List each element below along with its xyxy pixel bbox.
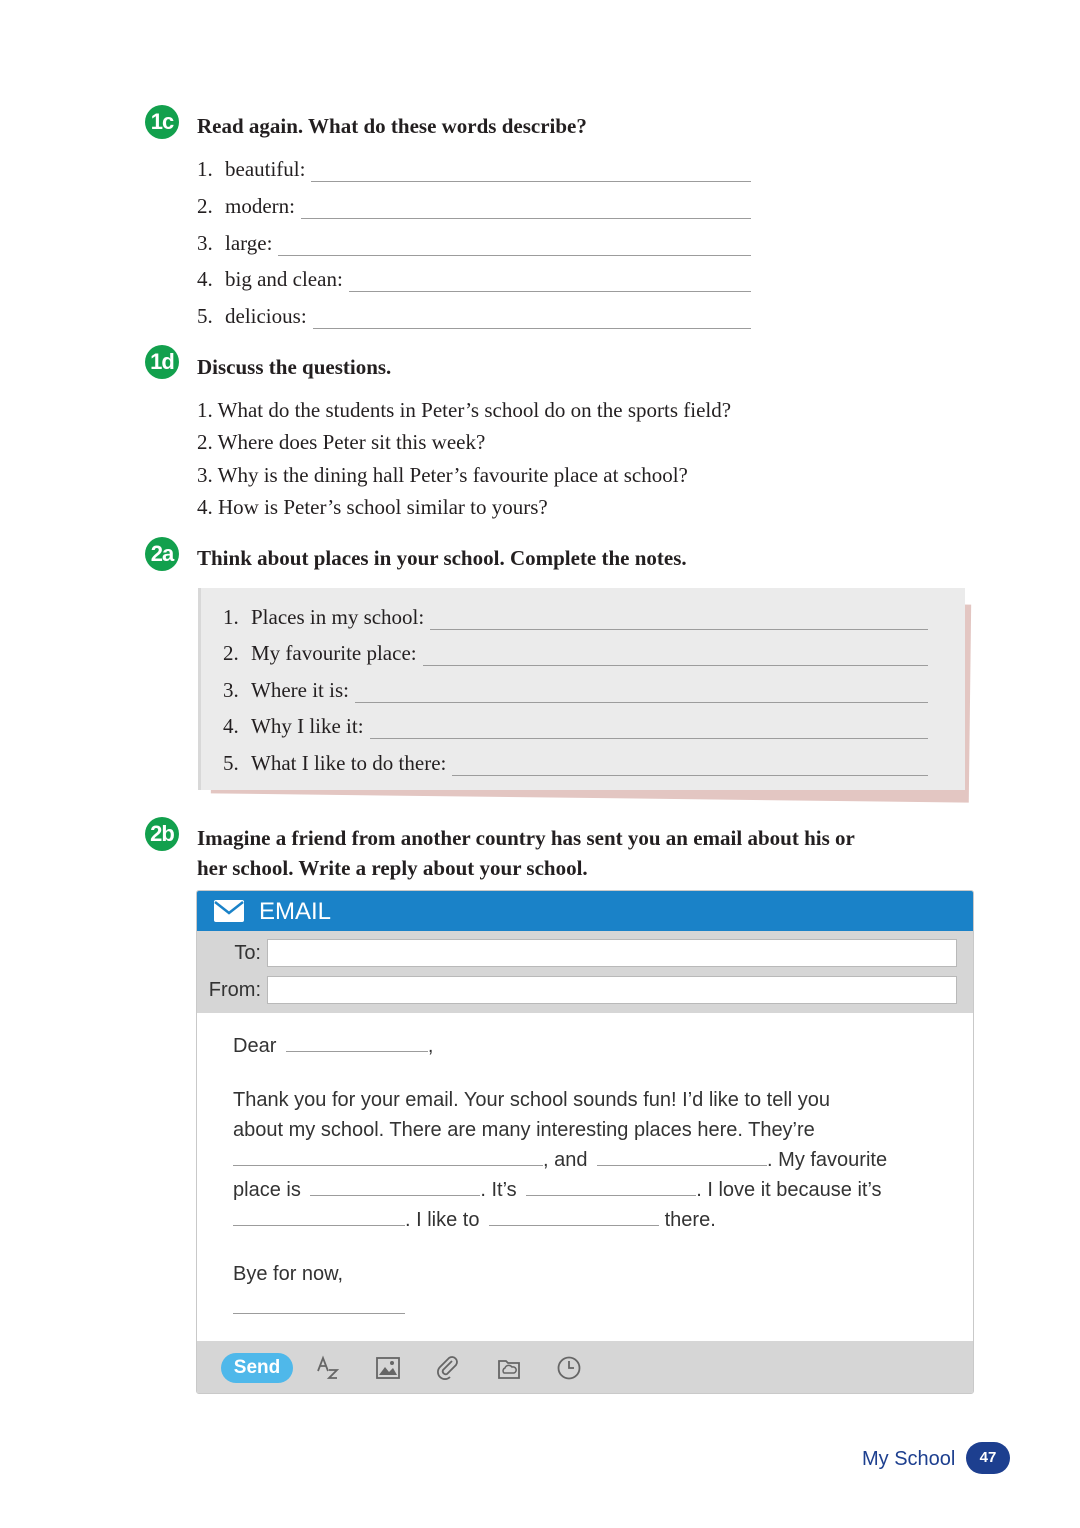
item-number: 3. xyxy=(197,231,213,255)
answer-line[interactable] xyxy=(310,1175,480,1196)
question-item: 3. Why is the dining hall Peter’s favourite place at school? xyxy=(197,463,688,487)
to-field[interactable] xyxy=(267,939,957,967)
item-label: Why I like it: xyxy=(251,714,364,738)
answer-line[interactable] xyxy=(489,1205,659,1226)
list-item xyxy=(197,299,751,329)
item-label: Where it is: xyxy=(251,678,349,702)
exercise-heading-2b-line2: her school. Write a reply about your school. xyxy=(197,856,588,880)
item-number: 5. xyxy=(197,304,213,328)
item-label: big and clean: xyxy=(225,267,343,291)
answer-line[interactable] xyxy=(355,682,928,703)
from-label: From: xyxy=(208,979,261,1001)
item-number: 4. xyxy=(223,714,239,738)
item-label: modern: xyxy=(225,194,295,218)
item-number: 4. xyxy=(197,267,213,291)
footer-unit-title: My School xyxy=(862,1448,956,1470)
item-number: 2. xyxy=(223,641,239,665)
list-item xyxy=(223,636,928,666)
list-item xyxy=(223,673,928,703)
exercise-badge-2a: 2a xyxy=(145,537,179,571)
and-text: , and xyxy=(543,1149,588,1171)
closing-line: Bye for now, xyxy=(233,1263,344,1285)
place-is-text: place is xyxy=(233,1179,301,1201)
item-label: beautiful: xyxy=(225,157,306,181)
answer-line[interactable] xyxy=(313,308,751,329)
item-number: 3. xyxy=(223,678,239,702)
answer-line[interactable] xyxy=(370,718,928,739)
answer-line[interactable] xyxy=(597,1145,767,1166)
answer-line[interactable] xyxy=(301,198,751,219)
email-header xyxy=(197,891,973,931)
comma-text: , xyxy=(427,1035,434,1057)
exercise-heading-2a: Think about places in your school. Complete the notes. xyxy=(197,546,687,570)
there-text: there. xyxy=(664,1209,716,1231)
attachment-icon[interactable] xyxy=(435,1355,461,1381)
envelope-icon xyxy=(213,899,245,928)
answer-line[interactable] xyxy=(286,1031,428,1052)
item-label: What I like to do there: xyxy=(251,751,447,775)
body-line: Thank you for your email. Your school sounds fun! I’d like to tell you xyxy=(233,1089,831,1111)
from-field[interactable] xyxy=(267,976,957,1004)
exercise-heading-1d: Discuss the questions. xyxy=(197,355,392,379)
email-window xyxy=(196,890,974,1394)
email-title: EMAIL xyxy=(259,898,332,925)
question-item: 1. What do the students in Peter’s school do on the sports field? xyxy=(197,398,732,422)
to-label: To: xyxy=(234,942,261,964)
my-favourite-text: . My favourite xyxy=(767,1149,888,1171)
body-line xyxy=(233,1175,882,1205)
body-line: about my school. There are many interesting places here. They’re xyxy=(233,1119,815,1141)
item-label: delicious: xyxy=(225,304,307,328)
item-number: 5. xyxy=(223,751,239,775)
answer-line[interactable] xyxy=(233,1205,405,1226)
answer-line[interactable] xyxy=(430,609,928,630)
its-text: . It’s xyxy=(480,1179,517,1201)
exercise-badge-1d: 1d xyxy=(145,345,179,379)
list-item xyxy=(197,189,751,219)
signature-line xyxy=(233,1293,405,1323)
answer-line[interactable] xyxy=(452,755,928,776)
list-item xyxy=(223,709,928,739)
greeting-line xyxy=(233,1031,433,1061)
item-number: 1. xyxy=(223,605,239,629)
item-number: 2. xyxy=(197,194,213,218)
answer-line[interactable] xyxy=(311,161,751,182)
list-item xyxy=(197,152,751,182)
email-toolbar xyxy=(197,1341,973,1393)
like-to-text: . I like to xyxy=(405,1209,480,1231)
list-item xyxy=(197,226,751,256)
answer-line[interactable] xyxy=(278,235,751,256)
exercise-heading-1c: Read again. What do these words describe? xyxy=(197,114,587,138)
cloud-folder-icon[interactable] xyxy=(496,1355,522,1381)
question-item: 4. How is Peter’s school similar to yours? xyxy=(197,495,548,519)
list-item xyxy=(223,746,928,776)
image-icon[interactable] xyxy=(375,1355,401,1381)
item-label: Places in my school: xyxy=(251,605,425,629)
item-label: My favourite place: xyxy=(251,641,417,665)
answer-line[interactable] xyxy=(233,1293,405,1314)
list-item xyxy=(223,600,928,630)
love-because-text: . I love it because it’s xyxy=(696,1179,882,1201)
answer-line[interactable] xyxy=(526,1175,696,1196)
clock-icon[interactable] xyxy=(556,1355,582,1381)
send-button[interactable]: Send xyxy=(221,1353,293,1383)
body-line xyxy=(233,1205,716,1235)
exercise-badge-1c: 1c xyxy=(145,105,179,139)
email-address-fields xyxy=(197,931,973,1013)
question-item: 2. Where does Peter sit this week? xyxy=(197,430,486,454)
answer-line[interactable] xyxy=(233,1145,543,1166)
body-line xyxy=(233,1145,887,1175)
answer-line[interactable] xyxy=(349,271,751,292)
dear-text: Dear xyxy=(233,1035,277,1057)
text-format-icon[interactable] xyxy=(315,1355,341,1381)
item-number: 1. xyxy=(197,157,213,181)
item-label: large: xyxy=(225,231,273,255)
list-item xyxy=(197,262,751,292)
page-number-badge: 47 xyxy=(966,1442,1010,1474)
exercise-heading-2b-line1: Imagine a friend from another country has sent you an email about his or xyxy=(197,826,855,850)
answer-line[interactable] xyxy=(423,645,928,666)
exercise-badge-2b: 2b xyxy=(145,817,179,851)
